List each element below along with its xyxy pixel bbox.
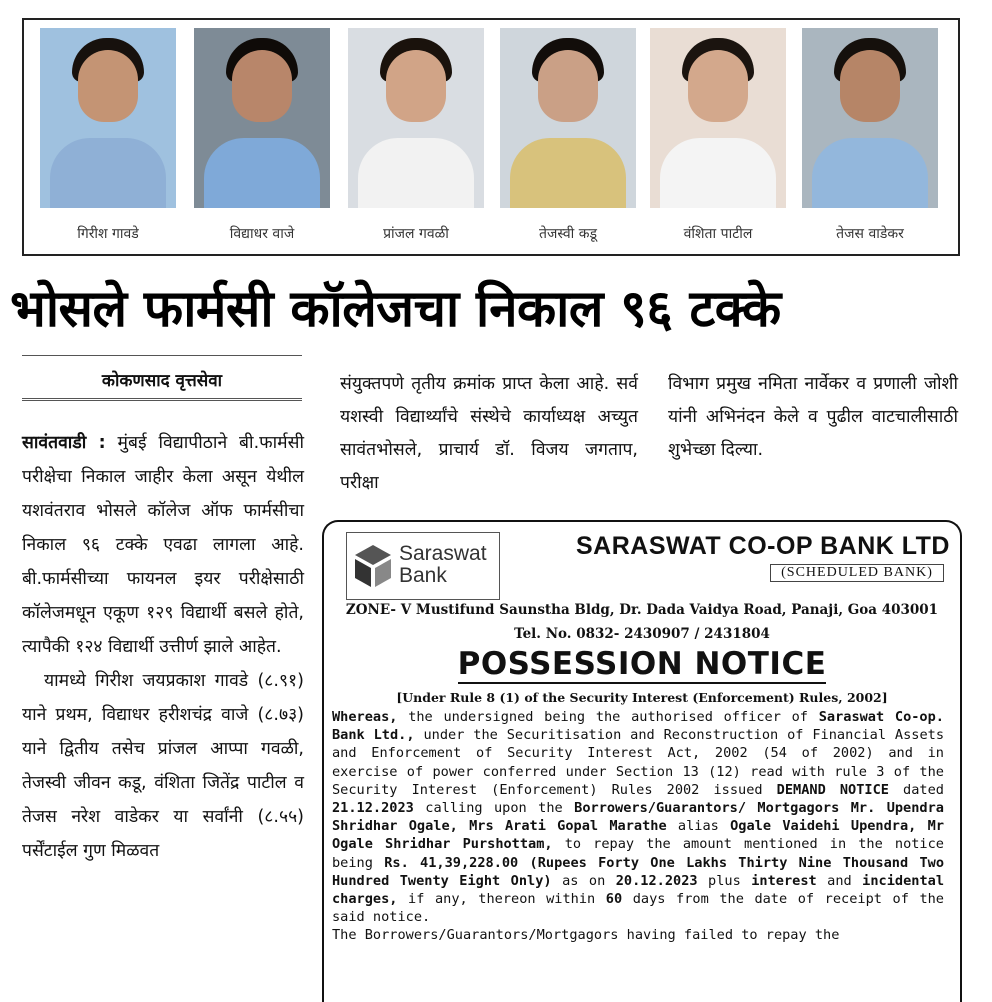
- notice-text: dated: [888, 781, 944, 798]
- notice-text: the undersigned being the authorised officer of: [397, 709, 819, 725]
- photo-caption: विद्याधर वाजे: [229, 226, 295, 242]
- saraswat-logo-icon: [353, 543, 393, 589]
- photo-caption: तेजस्वी कडू: [539, 226, 597, 242]
- notice-text: plus: [697, 872, 752, 889]
- notice-bold: Ogale Vaidehi Upendra, Mr Ogale Shridhar Purshottam,: [332, 818, 945, 853]
- photo-caption: तेजस वाडेकर: [836, 226, 904, 242]
- notice-paragraph: [332, 708, 944, 926]
- notice-title-text: POSSESSION NOTICE: [457, 646, 827, 682]
- notice-bold: 20.12.2023: [615, 872, 698, 889]
- photo-face: [78, 50, 138, 122]
- notice-subtitle: [Under Rule 8 (1) of the Security Interest (Enforcement) Rules, 2002]: [396, 690, 888, 705]
- bank-name: SARASWAT CO-OP BANK LTD: [576, 532, 950, 560]
- photo-shirt: [50, 138, 166, 208]
- student-photo: [802, 28, 938, 208]
- photo-face: [840, 50, 900, 122]
- headline: भोसले फार्मसी कॉलेजचा निकाल ९६ टक्के: [10, 280, 781, 339]
- notice-body: [332, 708, 944, 945]
- article-paragraph: [22, 426, 304, 664]
- notice-text: to repay the amount mentioned in the notice being: [332, 836, 944, 871]
- notice-paragraph: The Borrowers/Guarantors/Mortgagors having failed to repay the: [332, 927, 840, 944]
- paragraph-text: मुंबई विद्यापीठाने बी.फार्मसी परीक्षेचा निकाल जाहीर केला असून येथील यशवंतराव भोसले कॉलेज ऑफ फार्मसीचा निकाल ९६ टक्के एवढा लागला आहे. बी.फार्मसीच्या फायनल इयर परीक्षेसाठी कॉलेजमधून एकूण १२९ विद्यार्थी बसले होते, त्यापैकी १२४ विद्यार्थी उत्तीर्ण झाले आहेत.: [22, 433, 304, 657]
- bank-subtitle: (SCHEDULED BANK): [770, 564, 944, 582]
- photo-caption: गिरीश गावडे: [77, 226, 139, 242]
- bank-logo: [346, 532, 500, 600]
- notice-bold: DEMAND NOTICE: [776, 781, 889, 798]
- notice-bold: Whereas,: [332, 709, 398, 725]
- notice-bold: Borrowers/Guarantors/ Mortgagors Mr. Upendra Shridhar Ogale, Mrs Arati Gopal Marathe: [332, 800, 944, 835]
- notice-bold: 21.12.2023: [332, 800, 414, 817]
- student-photo: [348, 28, 484, 208]
- logo-text: [399, 543, 487, 587]
- bank-telephone: Tel. No. 0832- 2430907 / 2431804: [514, 626, 770, 642]
- photo-shirt: [812, 138, 928, 208]
- notice-text: as on: [551, 872, 616, 889]
- notice-text: and: [816, 872, 863, 889]
- notice-text: under the Securitisation and Reconstruction of Financial Assets and Enforcement of Security Interest Act, 2002 (54 of 2002) and in exercise of power conferred under Section 13 (12) read with rule 3 of the Security Interest (Enforcement) Rules 2002 issued: [332, 727, 944, 798]
- article-column-middle: संयुक्तपणे तृतीय क्रमांक प्राप्त केला आहे. सर्व यशस्वी विद्यार्थ्यांचे संस्थेचे कार्याध्यक्ष अच्युत सावंतभोसले, प्राचार्य डॉ. विजय जगताप, परीक्षा: [340, 374, 638, 493]
- rule: [22, 355, 302, 356]
- notice-bold: interest: [751, 872, 817, 889]
- rule: [22, 398, 302, 401]
- photo-shirt: [510, 138, 626, 208]
- bank-address: ZONE- V Mustifund Saunstha Bldg, Dr. Dada Vaidya Road, Panaji, Goa 403001: [345, 602, 939, 618]
- photo-shirt: [660, 138, 776, 208]
- photo-caption: वंशिता पाटील: [683, 226, 753, 242]
- bank-notice: [322, 520, 962, 1002]
- photo-face: [386, 50, 446, 122]
- notice-bold: Saraswat Co-op. Bank Ltd.,: [332, 709, 944, 744]
- photo-face: [688, 50, 748, 122]
- notice-bold: incidental charges,: [332, 872, 945, 908]
- notice-text: alias: [666, 818, 731, 835]
- student-photo: [650, 28, 786, 208]
- logo-line: Saraswat: [399, 542, 487, 565]
- photo-face: [538, 50, 598, 122]
- notice-text: calling upon the: [413, 800, 575, 817]
- photo-face: [232, 50, 292, 122]
- photo-shirt: [204, 138, 320, 208]
- notice-bold: 60: [605, 891, 623, 908]
- article-column-left: [22, 426, 304, 868]
- article-paragraph: यामध्ये गिरीश जयप्रकाश गावडे (८.९१) याने प्रथम, विद्याधर हरीशचंद्र वाजे (८.७३) याने द्वितीय तसेच प्रांजल आप्पा गवळी, तेजस्वी जीवन कडू, वंशिता जितेंद्र पाटील व तेजस नरेश वाडेकर या सर्वांनी (८.५५) पर्सेंटाईल गुण मिळवत: [22, 671, 304, 861]
- notice-text: days from the date of receipt of the said notice.: [332, 891, 944, 926]
- article-column-right: विभाग प्रमुख नमिता नार्वेकर व प्रणाली जोशी यांनी अभिनंदन केले व पुढील वाटचालीसाठी शुभेच्छा दिल्या.: [668, 374, 958, 460]
- dateline: सावंतवाडी :: [22, 433, 106, 453]
- notice-text: if any, thereon within: [397, 891, 606, 908]
- photo-caption: प्रांजल गवळी: [383, 226, 449, 242]
- photo-strip: [22, 18, 960, 256]
- student-photo: [40, 28, 176, 208]
- photo-shirt: [358, 138, 474, 208]
- logo-line: Bank: [399, 564, 447, 587]
- notice-bold: Rs. 41,39,228.00 (Rupees Forty One Lakhs Thirty Nine Thousand Two Hundred Twenty Eight Only): [332, 854, 945, 889]
- news-service-byline: कोकणसाद वृत्तसेवा: [101, 371, 223, 391]
- student-photo: [194, 28, 330, 208]
- notice-title: [334, 646, 950, 682]
- student-photo: [500, 28, 636, 208]
